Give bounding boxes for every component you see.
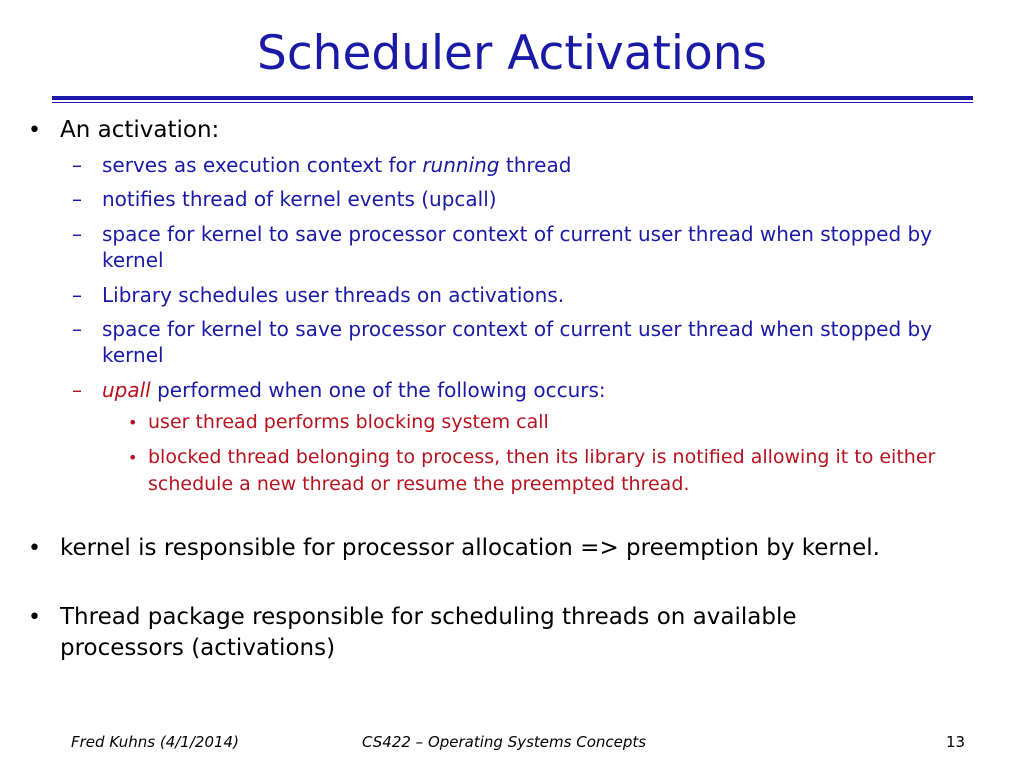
dash-marker: – [72, 283, 82, 307]
sub-item-upall [102, 377, 982, 403]
footer-author: Fred Kuhns (4/1/2014) [71, 733, 239, 751]
dash-marker: – [72, 153, 82, 177]
sub-item-text: thread [499, 153, 572, 177]
emphasis-running: running [422, 153, 500, 177]
bullet-activation: An activation: [60, 117, 220, 143]
dash-marker: – [72, 378, 82, 402]
dash-marker: – [72, 187, 82, 211]
dash-marker: – [72, 317, 82, 341]
bullet-marker: • [28, 118, 41, 143]
subsub-item-blocked-thread: blocked thread belonging to process, then its library is notified allowing it to either schedule a new thread or resume the preempted thread. [148, 446, 936, 495]
sub-bullet-marker: • [128, 448, 138, 467]
sub-bullet-marker: • [128, 413, 138, 432]
sub-item-text: performed when one of the following occurs: [150, 378, 606, 402]
footer-page-number: 13 [946, 733, 966, 751]
bullet-marker: • [28, 605, 41, 630]
footer-course: CS422 – Operating Systems Concepts [362, 733, 647, 751]
sub-item-text: serves as execution context for [102, 153, 423, 177]
sub-item-notifies: notifies thread of kernel events (upcall) [102, 187, 497, 211]
subsub-item-blocking-call: user thread performs blocking system call [148, 411, 549, 433]
sub-item-save-context: space for kernel to save processor context of current user thread when stopped by kernel [102, 222, 933, 272]
bullet-thread-package: Thread package responsible for scheduling threads on available processors (activations) [60, 604, 797, 661]
emphasis-upall: upall [102, 378, 151, 402]
bullet-kernel: kernel is responsible for processor allocation => preemption by kernel. [60, 535, 880, 561]
bullet-marker: • [28, 536, 41, 561]
sub-item-save-context-2: space for kernel to save processor context of current user thread when stopped by kernel [102, 317, 933, 367]
dash-marker: – [72, 222, 82, 246]
sub-item-library-schedules: Library schedules user threads on activations. [102, 283, 565, 307]
slide-title: Scheduler Activations [256, 26, 768, 81]
sub-item-execution-context [102, 152, 982, 178]
